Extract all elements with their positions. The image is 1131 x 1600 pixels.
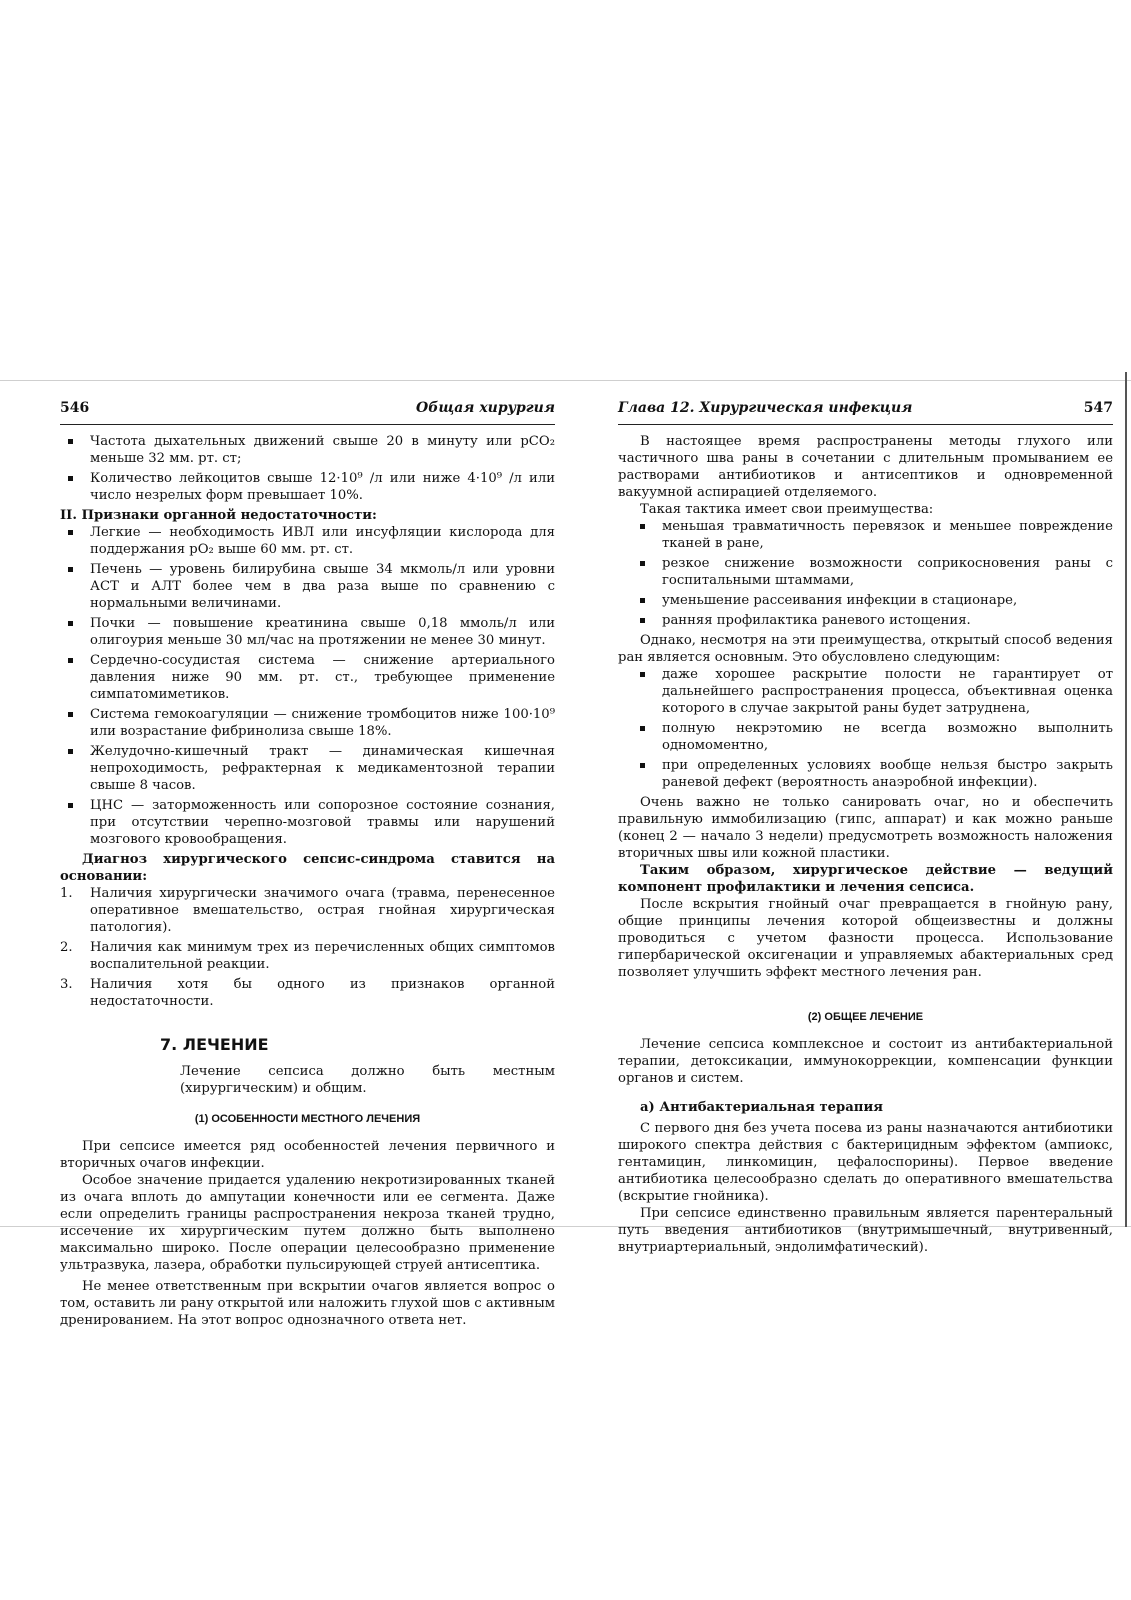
organ-failure-list [60,524,555,848]
list-item [60,939,555,973]
list-item: Количество лейкоцитов свыше 12·10⁹ /л или ниже 4·10⁹ /л или число незрелых форм превышает 10%. [90,471,555,503]
paragraph: Особое значение придается удалению некротизированных тканей из очага вплоть до ампутации конечности или ее сегмента. Даже если определить границы распространения некроза тканей трудно, иссечение их хирургическим путем должно быть выполнено максимально широко. После операции целесообразно применение ультразвука, лазера, обработки пульсирующей струей антисептика. [60,1173,555,1273]
list-item: Система гемокоагуляции — снижение тромбоцитов ниже 100·10⁹ или возрастание фибринолиза свыше 18%. [90,707,555,739]
list-item: уменьшение рассеивания инфекции в стационаре, [662,592,1113,609]
list-item: Печень — уровень билирубина свыше 34 мкмоль/л или уровни АСТ и АЛТ более чем в два раза выше по сравнению с нормальными величинами. [90,562,555,611]
respiratory-leukocyte-list [60,433,555,504]
list-item: Сердечно-сосудистая система — снижение артериального давления ниже 90 мм. рт. ст., требующее применение симпатомиметиков. [90,653,555,702]
book-spine-edge [1125,372,1127,1227]
paragraph: При сепсисе единственно правильным является парентеральный путь введения антибиотиков (внутримышечный, внутривенный, внутриартериальный, эндолимфатический). [618,1206,1113,1255]
advantages-list [618,518,1113,629]
paragraph: Однако, несмотря на эти преимущества, открытый способ ведения ран является основным. Это обусловлено следующим: [618,633,1113,665]
paragraph: С первого дня без учета посева из раны назначаются антибиотики широкого спектра действия с бактерицидным эффектом (ампиокс, гентамицин, линкомицин, цефалоспорины). Первое введение антибиотика целесообразно сделать до оперативного вмешательства (вскрытие гнойника). [618,1121,1113,1204]
scan-top-edge [0,380,1131,381]
subsection-title-general: (2) ОБЩЕЕ ЛЕЧЕНИЕ [807,1011,924,1023]
list-marker: 3. [60,977,73,992]
list-item: Желудочно-кишечный тракт — динамическая кишечная непроходимость, рефрактерная к медикаментозной терапии свыше 8 часов. [90,744,555,793]
running-head: Глава 12. Хирургическая инфекция [618,400,913,416]
paragraph: Такая тактика имеет свои преимущества: [640,502,934,517]
list-item: полную некрэтомию не всегда возможно выполнить одномоментно, [662,721,1113,753]
list-item [60,885,555,936]
conclusion: Таким образом, хирургическое действие — ведущий компонент профилактики и лечения сепсиса. [618,863,1113,895]
list-item: даже хорошее раскрытие полости не гарантирует от дальнейшего распространения процесса, объективная оценка которого в случае закрытой раны будет затруднена, [662,667,1113,716]
list-item: меньшая травматичность перевязок и меньшее повреждение тканей в ране, [662,519,1113,551]
right-page-header [618,400,1113,425]
list-item: Частота дыхательных движений свыше 20 в минуту или pCO₂ меньше 32 мм. рт. ст; [90,434,555,466]
list-item [60,976,555,1010]
paragraph: После вскрытия гнойный очаг превращается в гнойную рану, общие принципы лечения которой общеизвестны и должны проводиться с учетом фазности процесса. Использование гипербарической оксигенации и управляемых абактериальных сред позволяет улучшить эффект местного лечения ран. [618,897,1113,980]
section-intro: Лечение сепсиса должно быть местным (хирургическим) и общим. [180,1064,555,1096]
list-item: резкое снижение возможности соприкосновения раны с госпитальными штаммами, [662,556,1113,588]
running-head: Общая хирургия [416,400,555,416]
list-item: при определенных условиях вообще нельзя быстро закрыть раневой дефект (вероятность анаэробной инфекции). [662,758,1113,790]
page-number: 547 [1083,400,1113,416]
paragraph: Не менее ответственным при вскрытии очагов является вопрос о том, оставить ли рану открытой или наложить глухой шов с активным дренированием. На этот вопрос однозначного ответа нет. [60,1279,555,1328]
right-page [618,400,1113,1256]
list-item-text: Наличия как минимум трех из перечисленных общих симптомов воспалительной реакции. [90,940,555,972]
paragraph: В настоящее время распространены методы глухого или частичного шва раны в сочетании с длительным промыванием ее растворами антибиотиков и антисептиков и одновременной вакуумной аспирацией отделяемого. [618,434,1113,500]
list-item: ЦНС — заторможенность или сопорозное состояние сознания, при отсутствии черепно-мозговой травмы или нарушений мозгового кровообращения. [90,798,555,847]
paragraph: Лечение сепсиса комплексное и состоит из антибактериальной терапии, детоксикации, иммунокоррекции, компенсации функции органов и систем. [618,1037,1113,1086]
list-marker: 2. [60,940,73,955]
section-gap [618,981,1113,999]
list-item-text: Наличия хирургически значимого очага (травма, перенесенное оперативное вмешательство, острая гнойная хирургическая патология). [90,886,555,935]
organ-failure-heading: II. Признаки органной недостаточности: [60,508,377,523]
list-item: ранняя профилактика раневого истощения. [662,612,1113,629]
paragraph: При сепсисе имеется ряд особенностей лечения первичного и вторичных очагов инфекции. [60,1139,555,1171]
list-item-text: Наличия хотя бы одного из признаков органной недостаточности. [90,977,555,1009]
reasons-list [618,666,1113,791]
diagnosis-heading: Диагноз хирургического сепсис-синдрома ставится на основании: [60,852,555,884]
left-page-header [60,400,555,425]
left-page [60,400,555,1329]
page-number: 546 [60,400,90,416]
subsection-title-local: (1) ОСОБЕННОСТИ МЕСТНОГО ЛЕЧЕНИЯ [194,1113,421,1125]
diagnosis-list [60,885,555,1010]
section-title: 7. ЛЕЧЕНИЕ [160,1035,269,1054]
list-item: Почки — повышение креатинина свыше 0,18 ммоль/л или олигоурия меньше 30 мл/час на протяжении не менее 30 минут. [90,616,555,648]
list-item: Легкие — необходимость ИВЛ или инсуфляции кислорода для поддержания pO₂ выше 60 мм. рт. ст. [90,525,555,557]
paragraph: Очень важно не только санировать очаг, но и обеспечить правильную иммобилизацию (гипс, аппарат) и как можно раньше (конец 2 — начало 3 недели) предусмотреть возможность наложения вторичных швы или кожной пластики. [618,795,1113,861]
list-marker: 1. [60,886,73,901]
subsubsection-title: а) Антибактериальная терапия [640,1100,883,1115]
